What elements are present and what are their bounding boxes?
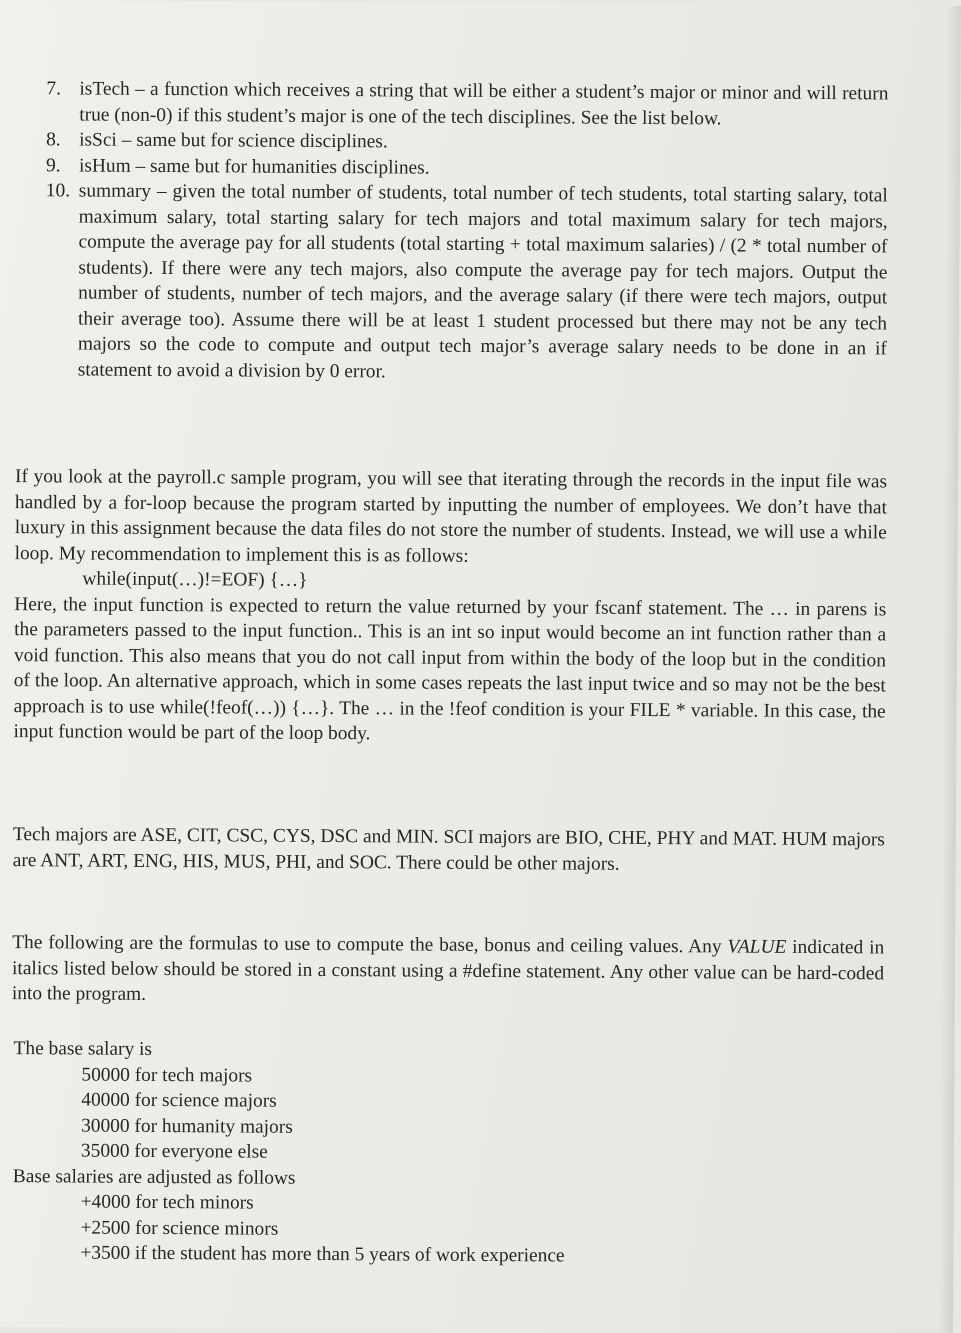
adjustment-item: +2500 for science minors [80, 1217, 279, 1240]
formulas-text-a: The following are the formulas to use to compute the base, bonus and ceiling values. Any [12, 932, 728, 958]
list-number: 8. [46, 129, 61, 151]
list-text: isTech – a function which receives a string that will be either a student’s major or minor and will return true (non-0) if this student’s major is one of the tech disciplines. See the list below. [79, 78, 889, 129]
base-salary-item: 30000 for humanity majors [81, 1115, 293, 1138]
loop-code: while(input(…)!=EOF) {…} [82, 568, 308, 591]
base-salary-item: 50000 for tech majors [81, 1064, 253, 1087]
adjustment-item: +3500 if the student has more than 5 years of work experience [80, 1242, 565, 1267]
list-text: isSci – same but for science disciplines. [79, 129, 388, 153]
list-text: isHum – same but for humanities disciplines. [78, 154, 430, 179]
base-salary-block [12, 1036, 713, 1270]
loop-explanation: Here, the input function is expected to return the value returned by your fscanf statement. The … in parens is the parameters passed to the input function.. This is an int so input would become an int function rather than a void function. This also means that you do not call input from within the body of the loop but in the condition of the loop. An alternative approach, which in some cases repeats the last input twice and so may not be the best approach is to use while(!feof(…)) {…}. The … in the !feof condition is your FILE * variable. In this case, the input function would be part of the loop body. [13, 593, 887, 745]
base-salary-item: 35000 for everyone else [80, 1140, 268, 1163]
adjustment-item: +4000 for tech minors [80, 1191, 254, 1214]
majors-paragraph: Tech majors are ASE, CIT, CSC, CYS, DSC and MIN. SCI majors are BIO, CHE, PHY and MAT. HUM majors are ANT, ART, ENG, HIS, MUS, PHI, and SOC. There could be other majors. [12, 824, 885, 875]
loop-intro: If you look at the payroll.c sample program, you will see that iterating through the records in the input file was handled by a for-loop because the program started by inputting the number of employees. We don’t have that luxury in this assignment because the data files do not store the number of students. Instead, we will use a while loop. My recommendation to implement this is as follows: [14, 466, 888, 567]
function-list [45, 76, 889, 387]
list-item [46, 76, 888, 132]
list-item [45, 178, 888, 387]
list-text: summary – given the total number of students, total number of tech students, total starting salary, total maximum salary, total starting salary for tech majors and total maximum salary for tech majors, compute the average pay for all students (total starting + total maximum salaries) / (2 * total number of students). If there were any tech majors, also compute the average pay for tech majors. Output the number of students, number of tech majors, and the average salary (if there were tech majors, output their average too). Assume there will be at least 1 student processed but there may not be any tech majors so the code to compute and output tech major’s average salary needs to be done in an if statement to avoid a division by 0 error. [77, 180, 888, 382]
adjustments-heading: Base salaries are adjusted as follows [12, 1165, 296, 1189]
list-number: 10. [45, 180, 71, 202]
loop-paragraph [13, 464, 887, 750]
base-salary-item: 40000 for science majors [81, 1089, 277, 1112]
list-number: 9. [45, 154, 61, 176]
formulas-paragraph [12, 930, 884, 1012]
formulas-text-b: indicated in italics listed below should be stored in a constant using a #define statement. Any other value can be hard-coded into the program. [11, 936, 885, 1005]
list-number: 7. [46, 78, 62, 100]
formulas-value-italic: VALUE [727, 936, 787, 958]
base-salary-heading: The base salary is [13, 1038, 153, 1060]
